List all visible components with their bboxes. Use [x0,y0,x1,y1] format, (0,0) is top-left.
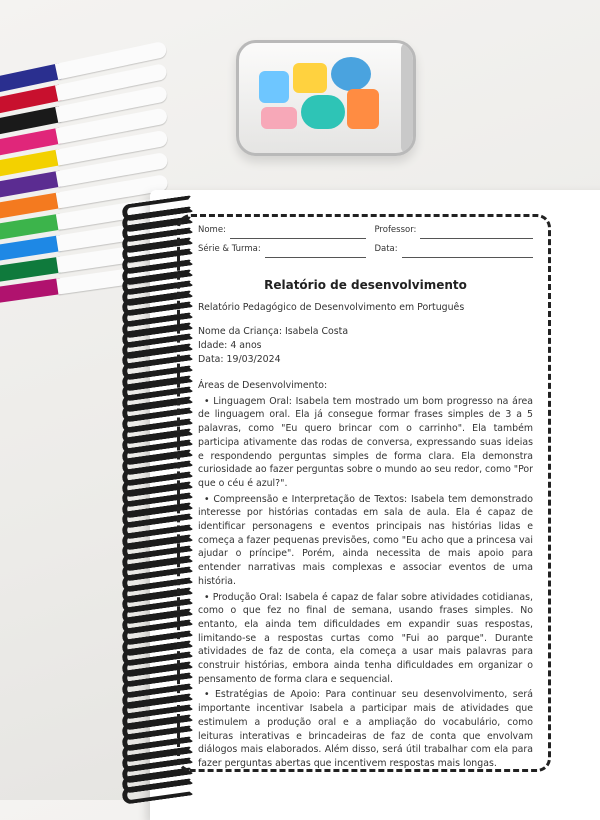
eraser-jar [236,40,416,156]
child-age: Idade: 4 anos [198,340,262,351]
report-date: Data: 19/03/2024 [198,354,281,365]
eraser-toy [259,71,289,103]
professor-line [420,229,533,239]
nome-line [230,229,367,239]
eraser-toy [261,107,297,129]
child-info [198,325,533,367]
report-document [198,222,533,771]
eraser-toy [293,63,327,93]
serie-line [265,248,367,258]
development-areas [198,379,533,771]
marker-cap [0,278,62,304]
section-support-strategies: • Estratégias de Apoio: Para continuar seu desenvolvimento, será importante incentivar Isabela a participar mais de atividades que estimulem a produção oral e a ampliação do vocabulário, como leituras interativas e brincadeiras de faz de conta que envolvam diálogos mais elaborados. Além disso, será útil trabalhar com ela para fazer perguntas abertas que incentivem respostas mais longas. [198,689,533,769]
child-name: Nome da Criança: Isabela Costa [198,326,349,337]
nome-label: Nome: [198,225,226,235]
data-line [402,248,533,258]
professor-label: Professor: [374,225,417,235]
eraser-toy [331,57,371,91]
form-fields [198,222,533,258]
eraser-toy [301,95,345,129]
section-oral-language: • Linguagem Oral: Isabela tem mostrado um bom progresso na área de linguagem oral. Ela já consegue formar frases simples de 3 a 5 palavras, como "Eu quero brincar com o carrinho". Ela também participa ativamente das rodas de conversa, expressando suas ideias e respondendo perguntas simples de forma clara. Ela demonstra curiosidade ao fazer perguntas sobre o mundo ao seu redor, como "Por que o céu é azul?". [198,395,534,489]
section-comprehension: • Compreensão e Interpretação de Textos: Isabela tem demonstrado interesse por histórias contadas em sala de aula. Ela é capaz de identificar personagens e eventos principais nas histórias lidas e começa a fazer pequenas previsões, como "Eu acho que a princesa vai ajudar o príncipe". Porém, ainda necessita de mais apoio para entender narrativas mais complexas e associar eventos de uma história. [198,493,533,587]
jar-lid [401,43,415,153]
section-oral-production: • Produção Oral: Isabela é capaz de falar sobre atividades cotidianas, como o que fez no final de semana, usando frases simples. No entanto, ela ainda tem dificuldades em expandir suas respostas, limitando-se a respostas curtas como "Fui ao parque". Durante atividades de faz de conta, ela começa a usar mais palavras para construir histórias, embora ainda tenha dificuldades em organizar o pensamento de forma clara e sequencial. [198,591,533,685]
eraser-toy [347,89,379,129]
areas-heading: Áreas de Desenvolvimento: [198,380,328,391]
data-label: Data: [374,244,398,254]
report-subtitle: Relatório Pedagógico de Desenvolvimento em Português [198,302,465,313]
report-title: Relatório de desenvolvimento [264,278,467,292]
serie-label: Série & Turma: [198,244,261,254]
